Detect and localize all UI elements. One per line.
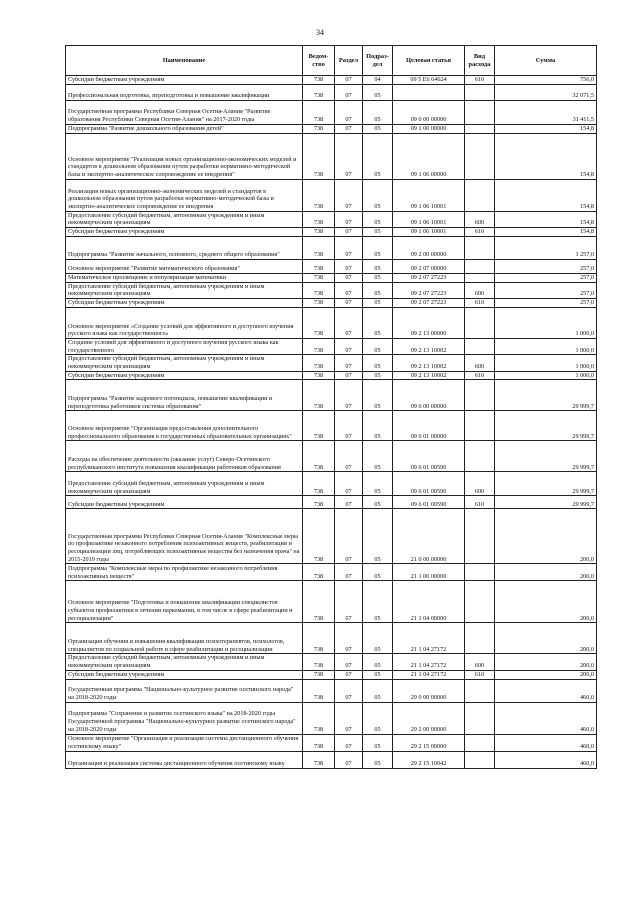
table-row: [66, 509, 597, 564]
cell-ved: 738: [303, 472, 335, 496]
table-row: [66, 273, 597, 282]
cell-celevaya: 09 2 07 00000: [393, 259, 465, 273]
cell-celevaya: 29 2 15 00000: [393, 734, 465, 751]
cell-ved: 738: [303, 282, 335, 298]
table-row: [66, 282, 597, 298]
cell-summa: 31 411,5: [495, 100, 597, 124]
cell-razdel: 07: [335, 472, 363, 496]
cell-razdel: 07: [335, 623, 363, 654]
cell-ved: 738: [303, 509, 335, 564]
cell-ved: 738: [303, 259, 335, 273]
cell-celevaya: 09 2 13 10002: [393, 338, 465, 354]
cell-podrazdel: 05: [363, 84, 393, 100]
cell-ved: 738: [303, 211, 335, 227]
table-row: [66, 228, 597, 237]
cell-vid: 610: [465, 298, 495, 307]
cell-summa: 1 000,0: [495, 355, 597, 371]
cell-vid: [465, 236, 495, 259]
cell-celevaya: 09 2 13 10002: [393, 355, 465, 371]
cell-summa: 29 999,7: [495, 441, 597, 472]
cell-summa: 29 999,7: [495, 380, 597, 411]
table-row: [66, 441, 597, 472]
cell-razdel: 07: [335, 124, 363, 133]
cell-summa: 460,0: [495, 702, 597, 734]
cell-vid: [465, 124, 495, 133]
cell-name: Государственная программа "Национально-культурное развитие осетинского народа" на 2018-2020 годы: [66, 679, 303, 702]
cell-name: Подпрограмма "Развитие кадрового потенциала, повышение квалификации и переподготовка работников системы образования": [66, 380, 303, 411]
cell-ved: 738: [303, 84, 335, 100]
cell-vid: 600: [465, 211, 495, 227]
cell-name: Субсидии бюджетным учреждениям: [66, 670, 303, 679]
cell-vid: [465, 509, 495, 564]
cell-summa: 257,0: [495, 282, 597, 298]
header-name: Наименование: [66, 46, 303, 76]
table-row: [66, 338, 597, 354]
table-row: [66, 100, 597, 124]
cell-razdel: 07: [335, 133, 363, 179]
cell-razdel: 07: [335, 411, 363, 441]
cell-summa: 1 257,0: [495, 236, 597, 259]
cell-ved: 738: [303, 564, 335, 581]
cell-ved: 738: [303, 623, 335, 654]
cell-name: Основное мероприятие "Реализация новых организационно-экономических моделей и стандартов в дошкольном образовании путем разработки нормативно-методической базы и экспертно-аналитическое сопровождение ее внедрения": [66, 133, 303, 179]
table-row: [66, 124, 597, 133]
cell-podrazdel: 05: [363, 411, 393, 441]
cell-name: Организация обучения и повышения квалификации психотерапевтов, психологов, специалистов по социальной работе в сфере реабилитации и ресоциализации: [66, 623, 303, 654]
cell-podrazdel: 05: [363, 133, 393, 179]
cell-razdel: 07: [335, 259, 363, 273]
cell-razdel: 07: [335, 371, 363, 380]
cell-podrazdel: 05: [363, 654, 393, 670]
cell-vid: [465, 441, 495, 472]
cell-podrazdel: 04: [363, 76, 393, 85]
cell-name: Математическое просвещение и популяризация математики: [66, 273, 303, 282]
cell-summa: 200,0: [495, 509, 597, 564]
table-row: [66, 654, 597, 670]
cell-vid: 600: [465, 654, 495, 670]
cell-celevaya: 09 2 07 27223: [393, 273, 465, 282]
cell-ved: 738: [303, 76, 335, 85]
cell-razdel: 07: [335, 654, 363, 670]
header-ved: Ведом-ство: [303, 46, 335, 76]
cell-podrazdel: 05: [363, 371, 393, 380]
cell-name: Государственная программа Республики Северная Осетия-Алания "Развитие образования Республики Северная Осетия-Алания" на 2017-2020 годы: [66, 100, 303, 124]
cell-celevaya: 09 6 01 00000: [393, 411, 465, 441]
cell-name: Предоставление субсидий бюджетным, автономным учреждениям и иным некоммерческим организациям: [66, 654, 303, 670]
cell-ved: 738: [303, 670, 335, 679]
cell-razdel: 07: [335, 441, 363, 472]
cell-celevaya: 09 6 00 00000: [393, 380, 465, 411]
cell-celevaya: 09 6 01 00590: [393, 496, 465, 509]
cell-podrazdel: 05: [363, 282, 393, 298]
cell-razdel: 07: [335, 84, 363, 100]
cell-name: Предоставление субсидий бюджетным, автономным учреждениям и иным некоммерческим организациям: [66, 355, 303, 371]
cell-razdel: 07: [335, 509, 363, 564]
cell-celevaya: 09 2 13 10002: [393, 371, 465, 380]
cell-celevaya: 21 1 04 27172: [393, 670, 465, 679]
cell-razdel: 07: [335, 670, 363, 679]
cell-celevaya: 29 2 00 00000: [393, 702, 465, 734]
cell-razdel: 07: [335, 282, 363, 298]
cell-ved: 738: [303, 371, 335, 380]
cell-podrazdel: 05: [363, 679, 393, 702]
table-row: [66, 133, 597, 179]
cell-summa: 1 000,0: [495, 307, 597, 338]
cell-razdel: 07: [335, 679, 363, 702]
cell-summa: 154,8: [495, 179, 597, 211]
header-summa: Сумма: [495, 46, 597, 76]
cell-celevaya: 09 6 01 00590: [393, 441, 465, 472]
cell-razdel: 07: [335, 751, 363, 768]
cell-summa: 200,0: [495, 564, 597, 581]
cell-vid: 610: [465, 670, 495, 679]
cell-podrazdel: 05: [363, 496, 393, 509]
cell-name: Организация и реализация системы дистанционного обучения осетинскому языку: [66, 751, 303, 768]
cell-name: Предоставление субсидий бюджетным, автономным учреждениям и иным некоммерческим организациям: [66, 211, 303, 227]
cell-podrazdel: 05: [363, 228, 393, 237]
cell-name: Предоставление субсидий бюджетным, автономным учреждениям и иным некоммерческим организациям: [66, 282, 303, 298]
cell-razdel: 07: [335, 702, 363, 734]
cell-celevaya: 09 5 Е6 64624: [393, 76, 465, 85]
cell-ved: 738: [303, 734, 335, 751]
cell-podrazdel: 05: [363, 472, 393, 496]
cell-podrazdel: 05: [363, 124, 393, 133]
cell-ved: 738: [303, 338, 335, 354]
cell-podrazdel: 05: [363, 564, 393, 581]
cell-summa: 460,0: [495, 751, 597, 768]
cell-ved: 738: [303, 124, 335, 133]
cell-ved: 738: [303, 307, 335, 338]
table-row: [66, 211, 597, 227]
budget-table: [65, 45, 597, 769]
table-row: [66, 298, 597, 307]
cell-vid: [465, 679, 495, 702]
cell-ved: 738: [303, 355, 335, 371]
cell-podrazdel: 05: [363, 211, 393, 227]
cell-vid: [465, 734, 495, 751]
cell-razdel: 07: [335, 273, 363, 282]
cell-ved: 738: [303, 411, 335, 441]
cell-ved: 738: [303, 496, 335, 509]
cell-ved: 738: [303, 654, 335, 670]
cell-podrazdel: 05: [363, 581, 393, 623]
cell-razdel: 07: [335, 179, 363, 211]
cell-podrazdel: 05: [363, 338, 393, 354]
cell-summa: 32 071,5: [495, 84, 597, 100]
cell-vid: [465, 564, 495, 581]
cell-vid: [465, 751, 495, 768]
cell-summa: 29 999,7: [495, 496, 597, 509]
cell-ved: 738: [303, 228, 335, 237]
table-row: [66, 670, 597, 679]
table-row: [66, 380, 597, 411]
table-row: [66, 355, 597, 371]
cell-vid: [465, 179, 495, 211]
cell-name: Субсидии бюджетным учреждениям: [66, 228, 303, 237]
cell-name: Реализация новых организационно-экономических моделей и стандартов в дошкольном образовании путем разработки нормативно-методической базы и экспертно-аналитическое сопровождение ее внедрения: [66, 179, 303, 211]
header-vid: Вид расхода: [465, 46, 495, 76]
table-row: [66, 751, 597, 768]
cell-celevaya: 09 1 06 10001: [393, 211, 465, 227]
cell-vid: [465, 307, 495, 338]
cell-ved: 738: [303, 100, 335, 124]
cell-vid: [465, 84, 495, 100]
table-row: [66, 84, 597, 100]
cell-celevaya: 21 1 00 00000: [393, 564, 465, 581]
cell-celevaya: 29 0 00 00000: [393, 679, 465, 702]
cell-podrazdel: 05: [363, 236, 393, 259]
cell-podrazdel: 05: [363, 307, 393, 338]
cell-razdel: 07: [335, 228, 363, 237]
cell-vid: [465, 338, 495, 354]
cell-ved: 738: [303, 441, 335, 472]
cell-ved: 738: [303, 236, 335, 259]
cell-ved: 738: [303, 298, 335, 307]
table-row: [66, 411, 597, 441]
cell-celevaya: 09 0 00 00000: [393, 100, 465, 124]
cell-podrazdel: 05: [363, 509, 393, 564]
cell-podrazdel: 05: [363, 259, 393, 273]
cell-celevaya: [393, 84, 465, 100]
cell-summa: 154,8: [495, 133, 597, 179]
cell-vid: [465, 100, 495, 124]
cell-razdel: 07: [335, 734, 363, 751]
cell-ved: 738: [303, 702, 335, 734]
cell-name: Основное мероприятие "Организация и реализация системы дистанционного обучения осетинскому языку": [66, 734, 303, 751]
cell-razdel: 07: [335, 100, 363, 124]
cell-razdel: 07: [335, 338, 363, 354]
cell-vid: [465, 273, 495, 282]
cell-podrazdel: 05: [363, 273, 393, 282]
cell-name: Основное мероприятие "Развитие математического образования": [66, 259, 303, 273]
cell-summa: 154,8: [495, 228, 597, 237]
cell-vid: 610: [465, 76, 495, 85]
cell-summa: 154,8: [495, 124, 597, 133]
cell-razdel: 07: [335, 211, 363, 227]
cell-celevaya: 21 1 04 27172: [393, 654, 465, 670]
cell-summa: 200,0: [495, 623, 597, 654]
cell-celevaya: 09 1 00 00000: [393, 124, 465, 133]
header-razdel: Раздел: [335, 46, 363, 76]
cell-vid: 610: [465, 228, 495, 237]
table-row: [66, 702, 597, 734]
cell-name: Субсидии бюджетным учреждениям: [66, 298, 303, 307]
table-row: [66, 76, 597, 85]
cell-summa: 257,0: [495, 298, 597, 307]
cell-vid: [465, 380, 495, 411]
cell-celevaya: 29 2 15 10042: [393, 751, 465, 768]
cell-celevaya: 09 2 07 27223: [393, 298, 465, 307]
cell-vid: 610: [465, 496, 495, 509]
cell-name: Основное мероприятие "Организация предоставления дополнительного профессионального образования в государственных образовательных организациях": [66, 411, 303, 441]
table-row: [66, 371, 597, 380]
cell-name: Создание условий для эффективного и доступного изучения русского языка как государственного: [66, 338, 303, 354]
cell-ved: 738: [303, 273, 335, 282]
cell-summa: 756,0: [495, 76, 597, 85]
cell-podrazdel: 05: [363, 179, 393, 211]
cell-vid: [465, 133, 495, 179]
cell-ved: 738: [303, 179, 335, 211]
cell-podrazdel: 05: [363, 670, 393, 679]
cell-razdel: 07: [335, 355, 363, 371]
cell-ved: 738: [303, 380, 335, 411]
cell-vid: [465, 581, 495, 623]
page-number: 34: [316, 28, 324, 37]
cell-vid: [465, 702, 495, 734]
cell-vid: 610: [465, 371, 495, 380]
cell-celevaya: 09 2 13 00000: [393, 307, 465, 338]
cell-celevaya: 09 1 06 10001: [393, 179, 465, 211]
cell-razdel: 07: [335, 76, 363, 85]
cell-razdel: 07: [335, 581, 363, 623]
cell-name: Основное мероприятие «Создание условий для эффективного и доступного изучения русского языка как государственного»: [66, 307, 303, 338]
cell-podrazdel: 05: [363, 355, 393, 371]
cell-celevaya: 09 1 06 00000: [393, 133, 465, 179]
table-row: [66, 734, 597, 751]
cell-name: Государственная программа Республики Северная Осетия-Алания "Комплексные меры по профилактике незаконного потребления психоактивных веществ, реабилитации и ресоциализации лиц, потребляющих психоактивные вещества без назначения врача" на 2015-2019 годы: [66, 509, 303, 564]
header-podrazdel: Подраз-дел: [363, 46, 393, 76]
table-row: [66, 679, 597, 702]
cell-podrazdel: 05: [363, 623, 393, 654]
cell-name: Профессиональная подготовка, переподготовка и повышение квалификации: [66, 84, 303, 100]
cell-celevaya: 09 2 07 27223: [393, 282, 465, 298]
table-row: [66, 472, 597, 496]
table-row: [66, 581, 597, 623]
table-row: [66, 496, 597, 509]
cell-summa: 154,8: [495, 211, 597, 227]
cell-summa: 29 999,7: [495, 472, 597, 496]
cell-ved: 738: [303, 751, 335, 768]
cell-name: Подпрограмма "Развитие дошкольного образования детей": [66, 124, 303, 133]
cell-podrazdel: 05: [363, 751, 393, 768]
cell-name: Расходы на обеспечение деятельности (оказание услуг) Северо-Осетинского республиканского института повышения квалификации работников образования: [66, 441, 303, 472]
table-row: [66, 564, 597, 581]
cell-summa: 200,0: [495, 670, 597, 679]
cell-vid: 600: [465, 355, 495, 371]
cell-podrazdel: 05: [363, 380, 393, 411]
cell-summa: 1 000,0: [495, 371, 597, 380]
table-row: [66, 623, 597, 654]
table-row: [66, 236, 597, 259]
cell-razdel: 07: [335, 564, 363, 581]
cell-ved: 738: [303, 581, 335, 623]
cell-vid: 600: [465, 282, 495, 298]
cell-name: Субсидии бюджетным учреждениям: [66, 76, 303, 85]
table-row: [66, 259, 597, 273]
cell-summa: 200,0: [495, 581, 597, 623]
cell-summa: 460,0: [495, 734, 597, 751]
cell-celevaya: 21 1 04 00000: [393, 581, 465, 623]
cell-razdel: 07: [335, 298, 363, 307]
cell-razdel: 07: [335, 307, 363, 338]
cell-podrazdel: 05: [363, 298, 393, 307]
table-row: [66, 179, 597, 211]
cell-summa: 460,0: [495, 679, 597, 702]
cell-celevaya: 09 1 06 10001: [393, 228, 465, 237]
cell-celevaya: 21 1 04 27172: [393, 623, 465, 654]
cell-podrazdel: 05: [363, 100, 393, 124]
cell-ved: 738: [303, 679, 335, 702]
cell-podrazdel: 05: [363, 702, 393, 734]
header-celevaya: Целевая статья: [393, 46, 465, 76]
cell-vid: [465, 623, 495, 654]
cell-celevaya: 09 2 00 00000: [393, 236, 465, 259]
cell-podrazdel: 05: [363, 734, 393, 751]
cell-ved: 738: [303, 133, 335, 179]
cell-vid: [465, 259, 495, 273]
cell-name: Субсидии бюджетным учреждениям: [66, 371, 303, 380]
cell-celevaya: 09 6 01 00590: [393, 472, 465, 496]
cell-name: Основное мероприятие "Подготовка и повышение квалификации специалистов субъектов профилактики в лечении наркомании, в том числе в сфере реабилитации и ресоциализации": [66, 581, 303, 623]
cell-name: Предоставление субсидий бюджетным, автономным учреждениям и иным некоммерческим организациям: [66, 472, 303, 496]
table-row: [66, 307, 597, 338]
cell-summa: 200,0: [495, 654, 597, 670]
cell-razdel: 07: [335, 236, 363, 259]
cell-celevaya: 21 0 00 00000: [393, 509, 465, 564]
cell-name: Субсидии бюджетным учреждениям: [66, 496, 303, 509]
cell-podrazdel: 05: [363, 441, 393, 472]
cell-summa: 29 999,7: [495, 411, 597, 441]
cell-vid: 600: [465, 472, 495, 496]
cell-summa: 257,0: [495, 259, 597, 273]
table-header-row: [66, 46, 597, 76]
cell-name: Подпрограмма "Сохранение и развитие осетинского языка" на 2018-2020 годы Государственной программы "Национально-культурное развитие осетинского народа" на 2018-2020 годы: [66, 702, 303, 734]
table-body: [66, 76, 597, 769]
cell-name: Подпрограмма "Развитие начального, основного, среднего общего образования": [66, 236, 303, 259]
cell-razdel: 07: [335, 496, 363, 509]
cell-vid: [465, 411, 495, 441]
cell-razdel: 07: [335, 380, 363, 411]
cell-name: Подпрограмма "Комплексные меры по профилактике незаконного потребления психоактивных веществ": [66, 564, 303, 581]
cell-summa: 1 000,0: [495, 338, 597, 354]
cell-summa: 257,0: [495, 273, 597, 282]
